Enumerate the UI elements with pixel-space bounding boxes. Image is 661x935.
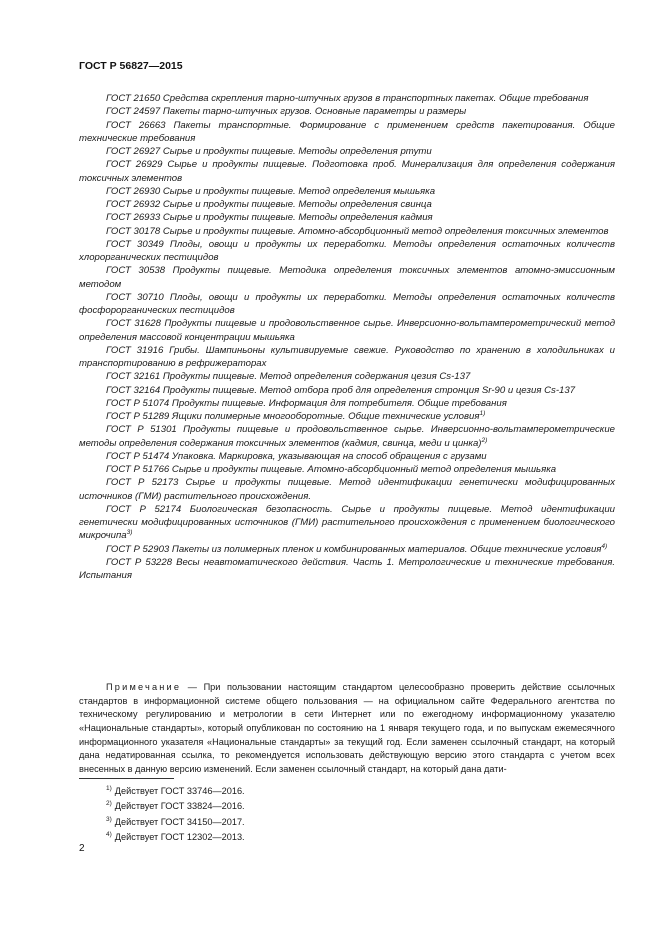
reference-text: ГОСТ Р 51074 Продукты пищевые. Информация для потребителя. Общие требования (106, 397, 507, 409)
footnote-mark: 2) (106, 800, 112, 808)
reference-text: ГОСТ 26927 Сырье и продукты пищевые. Методы определения ртути (106, 146, 432, 157)
reference-item (79, 423, 615, 450)
reference-text: ГОСТ 26932 Сырье и продукты пищевые. Методы определения свинца (106, 199, 432, 210)
reference-text: ГОСТ 31916 Грибы. Шампиньоны культивируемые свежие. Руководство по хранению в холодильниках и транспортированию в рефрижераторах (79, 344, 615, 369)
reference-item (79, 185, 615, 198)
footnotes-list (106, 784, 245, 846)
reference-text: ГОСТ 26929 Сырье и продукты пищевые. Подготовка проб. Минерализация для определения содержания токсичных элементов (79, 159, 615, 184)
reference-item (79, 211, 615, 224)
reference-text: ГОСТ 26933 Сырье и продукты пищевые. Методы определения кадмия (106, 212, 433, 224)
reference-text: ГОСТ 26930 Сырье и продукты пищевые. Метод определения мышьяка (106, 185, 436, 197)
reference-text: ГОСТ 30538 Продукты пищевые. Методика определения токсичных элементов атомно-эмиссионным методом (79, 265, 615, 290)
reference-text: ГОСТ Р 51301 Продукты пищевые и продовольственное сырье. Инверсионно-вольтамперометрические методы определения содержания токсичных элементов (кадмия, свинца, меди и цинка) (79, 424, 615, 449)
reference-item (79, 145, 615, 158)
reference-item (79, 238, 615, 265)
reference-item (79, 344, 615, 371)
footnote-mark: 2) (481, 436, 488, 444)
reference-text: ГОСТ 30349 Плоды, овощи и продукты их переработки. Методы определения остаточных количеств хлорорганических пестицидов (79, 238, 615, 263)
reference-item (79, 264, 615, 291)
reference-text: ГОСТ Р 51289 Ящики полимерные многооборотные. Общие технические условия (106, 411, 480, 422)
reference-item (79, 92, 615, 105)
reference-item (79, 503, 615, 543)
footnote-mark: 1) (479, 410, 486, 417)
footnote-mark: 3) (106, 815, 112, 823)
reference-item (79, 158, 615, 185)
reference-item (79, 105, 615, 118)
reference-item (79, 317, 615, 344)
reference-text: ГОСТ Р 53228 Весы неавтоматического действия. Часть 1. Метрологические и технические требования. Испытания (79, 556, 615, 581)
reference-item (79, 370, 615, 383)
reference-item (79, 463, 615, 476)
reference-item (79, 476, 615, 503)
reference-item (79, 556, 615, 583)
footnote-text: Действует ГОСТ 34150—2017. (114, 816, 245, 827)
footnote-item (106, 784, 245, 799)
reference-item (79, 450, 615, 463)
reference-text: ГОСТ 26663 Пакеты транспортные. Формирование с применением средств пакетирования. Общие технические требования (79, 119, 615, 144)
page-number: 2 (79, 843, 85, 854)
reference-text: ГОСТ 21650 Средства скрепления тарно-штучных грузов в транспортных пакетах. Общие требования (106, 93, 589, 104)
reference-text: ГОСТ Р 51766 Сырье и продукты пищевые. Атомно-абсорбционный метод определения мышьяка (106, 464, 557, 475)
reference-text: ГОСТ 24597 Пакеты тарно-штучных грузов. Основные параметры и размеры (106, 106, 467, 118)
footnote-mark: 4) (601, 542, 608, 550)
reference-text: ГОСТ Р 52903 Пакеты из полимерных пленок и комбинированных материалов. Общие технические условия (106, 543, 602, 555)
footnote-mark: 4) (106, 831, 112, 839)
footnote-separator (79, 778, 174, 779)
footnote-item (106, 830, 245, 845)
reference-item (79, 225, 615, 238)
reference-item (79, 119, 615, 146)
footnote-item (106, 815, 245, 830)
reference-text: ГОСТ 32161 Продукты пищевые. Метод определения содержания цезия Cs-137 (106, 371, 471, 383)
reference-text: ГОСТ Р 51474 Упаковка. Маркировка, указывающая на способ обращения с грузами (106, 450, 487, 462)
reference-text: ГОСТ 30178 Сырье и продукты пищевые. Атомно-абсорбционный метод определения токсичных элементов (106, 225, 609, 237)
reference-text: ГОСТ Р 52173 Сырье и продукты пищевые. Метод идентификации генетически модифицированных источников (ГМИ) растительного происхождения. (79, 477, 615, 502)
footnote-mark: 3) (126, 529, 133, 537)
reference-item (79, 291, 615, 318)
reference-text: ГОСТ 30710 Плоды, овощи и продукты их переработки. Методы определения остаточных количеств фосфорорганических пестицидов (79, 291, 615, 316)
reference-item (79, 543, 615, 556)
footnote-text: Действует ГОСТ 12302—2013. (114, 832, 245, 843)
reference-item (79, 198, 615, 211)
footnote-item (106, 799, 245, 814)
reference-text: ГОСТ 31628 Продукты пищевые и продовольственное сырье. Инверсионно-вольтамперометрический метод определения массовой концентрации мышьяка (79, 318, 615, 343)
footnote-mark: 1) (106, 785, 112, 792)
note-paragraph (79, 681, 615, 776)
reference-text: ГОСТ 32164 Продукты пищевые. Метод отбора проб для определения стронция Sr-90 и цезия Cs-137 (106, 384, 576, 396)
reference-item (79, 384, 615, 397)
reference-item (79, 410, 615, 423)
note-text: — При пользовании настоящим стандартом целесообразно проверить действие ссылочных стандартов в информационной системе общего пользования — на официальном сайте Федерального агентства по техническому регулированию и метрологии в сети Интернет или по ежегодному информационному указателю «Национальные стандарты», который опубликован по состоянию на 1 января текущего года, и по выпускам ежемесячного информационного указателя «Национальные стандарты» за текущий год. Если заменен ссылочный стандарт, на который дана недатированная ссылка, то рекомендуется использовать действующую версию этого стандарта с учетом всех внесенных в данную версию изменений. Если заменен ссылочный стандарт, на который дана дати- (79, 682, 615, 774)
note-label: Примечание (106, 682, 182, 693)
reference-text: ГОСТ Р 52174 Биологическая безопасность. Сырье и продукты пищевые. Метод идентификации генетически модифицированных источников (ГМИ) растительного происхождения с применением биологического микрочипа (79, 503, 615, 542)
footnote-text: Действует ГОСТ 33746—2016. (114, 786, 245, 796)
reference-item (79, 397, 615, 410)
normative-references-list (79, 92, 615, 582)
document-header: ГОСТ Р 56827—2015 (79, 60, 183, 72)
footnote-text: Действует ГОСТ 33824—2016. (114, 801, 245, 812)
